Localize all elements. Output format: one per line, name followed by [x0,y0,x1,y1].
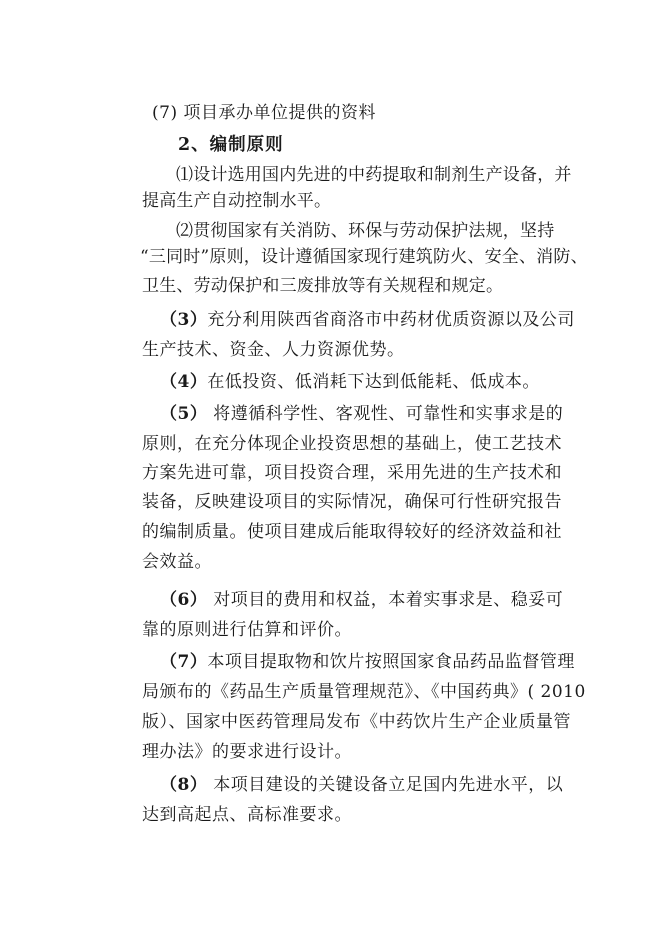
section-heading: 2、编制原则 [178,135,284,155]
paragraph-line: （7）本项目提取物和饮片按照国家食品药品监督管理 [160,652,575,672]
list-number: （5） [160,404,208,424]
paragraph-line: （5） 将遵循科学性、客观性、可靠性和实事求是的 [160,404,564,424]
paragraph-line: 局颁布的《药品生产质量管理规范》、《中国药典》( 2010 [142,682,586,702]
paragraph-line: 达到高起点、高标准要求。 [142,805,352,825]
paragraph-line: （3）充分利用陕西省商洛市中药材优质资源以及公司 [160,310,575,330]
paragraph-line: 版）、国家中医药管理局发布《中药饮片生产企业质量管 [142,712,571,732]
list-number: （8） [160,775,208,795]
list-number: （4） [160,372,208,392]
list-number: （6） [160,590,208,610]
paragraph-line: 靠的原则进行估算和评价。 [142,620,352,640]
paragraph-line: 提高生产自动控制水平。 [142,191,332,211]
paragraph-line: ⑴设计选用国内先进的中药提取和制剂生产设备，并 [176,165,572,185]
paragraph-line: 生产技术、资金、人力资源优势。 [142,340,405,360]
list-number: （7） [160,652,208,672]
paragraph-line: 理办法》的要求进行设计。 [142,742,352,762]
paragraph-line: 方案先进可靠，项目投资合理，采用先进的生产技术和 [142,463,562,483]
paragraph-line: “三同时”原则，设计遵循国家现行建筑防火、安全、消防、 [140,247,588,267]
list-item-materials: (7) 项目承办单位提供的资料 [152,103,376,123]
paragraph-line: ⑵贯彻国家有关消防、环保与劳动保护法规，坚持 [176,221,555,241]
paragraph-line: 卫生、劳动保护和三废排放等有关规程和规定。 [142,276,504,296]
paragraph-line: 装备，反映建设项目的实际情况，确保可行性研究报告 [142,492,562,512]
paragraph-line: 的编制质量。使项目建成后能取得较好的经济效益和社 [142,522,562,542]
list-number: （3） [160,310,208,330]
paragraph-line: 原则，在充分体现企业投资思想的基础上，使工艺技术 [142,434,562,454]
paragraph-line: （6） 对项目的费用和权益，本着实事求是、稳妥可 [160,590,564,610]
paragraph-line: （8） 本项目建设的关键设备立足国内先进水平，以 [160,775,564,795]
paragraph-line: 会效益。 [142,552,212,572]
paragraph-line: （4）在低投资、低消耗下达到低能耗、低成本。 [160,372,540,392]
